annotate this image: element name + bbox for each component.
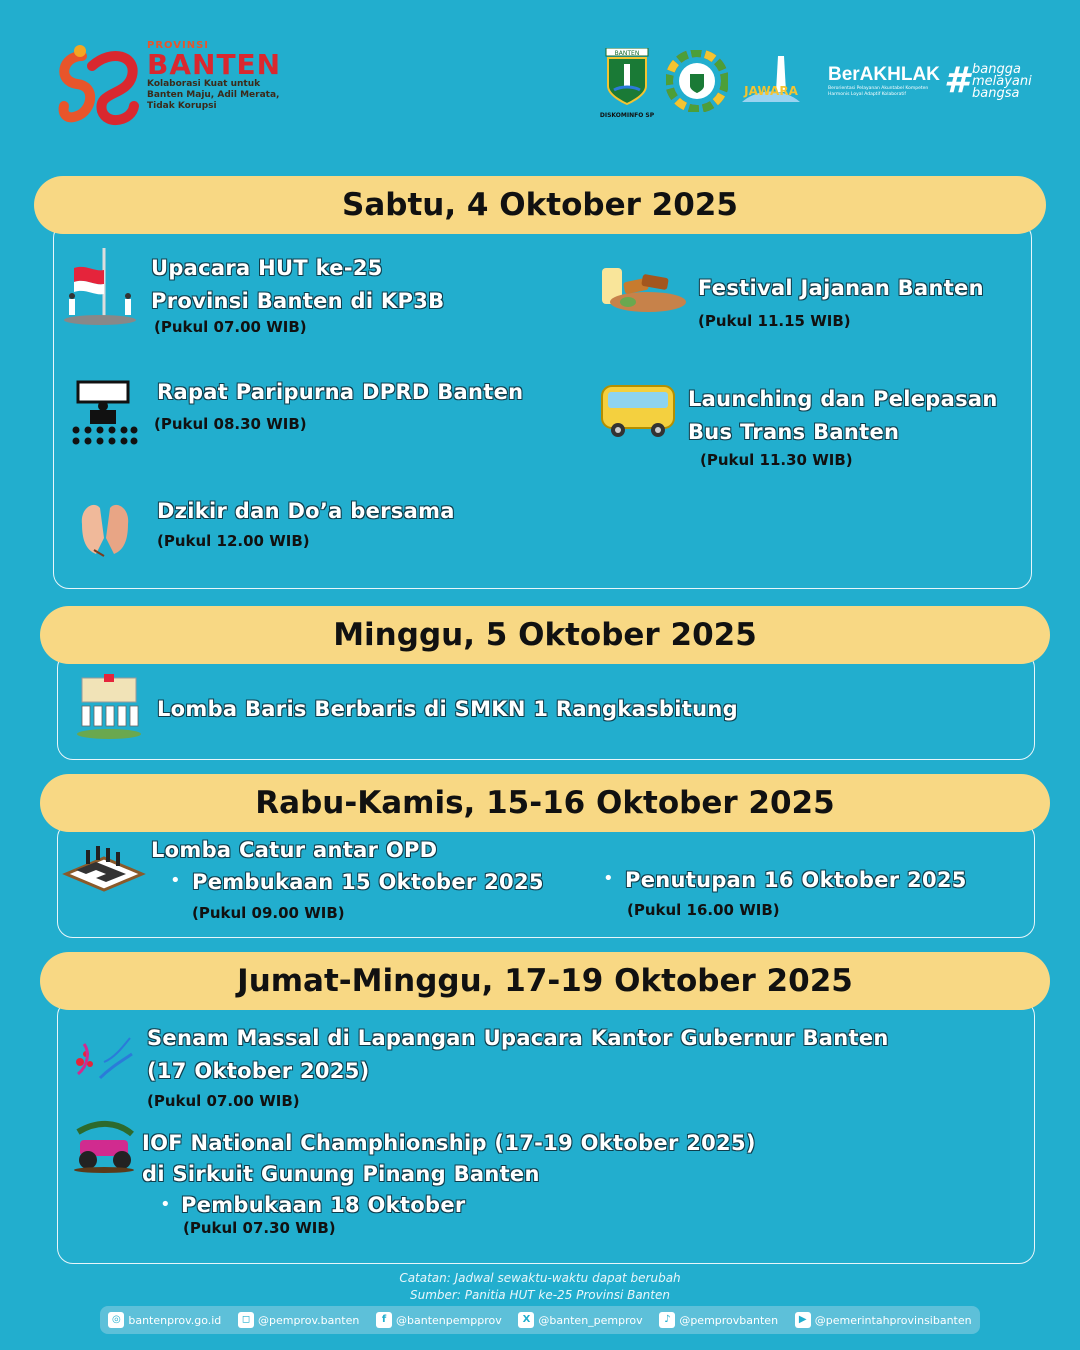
praying-hands-icon [74,494,136,560]
event-upacara-time: (Pukul 07.00 WIB) [154,318,307,336]
event-senam-time: (Pukul 07.00 WIB) [147,1092,300,1110]
jawara-text: JAWARA [744,84,798,98]
social-bar [100,1306,980,1334]
youtube-icon: ▶ [795,1312,811,1328]
tiktok-icon: ♪ [659,1312,675,1328]
social-facebook-label: @bantenpempprov [396,1313,502,1327]
event-catur-penutupan: Penutupan 16 Oktober 2025 [625,868,967,892]
date-pill-2: Minggu, 5 Oktober 2025 [40,606,1050,664]
event-catur-penutupan-time: (Pukul 16.00 WIB) [627,901,780,919]
banten-emblem-icon [596,48,658,106]
event-bus-time: (Pukul 11.30 WIB) [700,451,853,469]
social-facebook[interactable] [376,1312,502,1328]
hut-25-logo [52,36,142,131]
event-upacara-title-2: Provinsi Banten di KP3B [151,289,445,313]
social-youtube-label: @pemerintahprovinsibanten [814,1313,972,1327]
footer-note: Catatan: Jadwal sewaktu-waktu dapat berubah [399,1271,681,1285]
diskominfo-logo [596,48,658,119]
event-upacara-title-1: Upacara HUT ke-25 [151,256,383,280]
globe-icon: ◎ [108,1312,124,1328]
social-website[interactable] [108,1312,221,1328]
social-youtube[interactable] [795,1312,972,1328]
event-iof-title-1: IOF National Champhionship (17-19 Oktober 2025) [142,1131,756,1155]
event-lomba-baris-title: Lomba Baris Berbaris di SMKN 1 Rangkasbitung [157,697,738,721]
berakhlak-sub: Berorientasi Pelayanan Akuntabel Kompeten Harmonis Loyal Adaptif Kolaboratif [828,86,929,97]
social-tiktok-label: @pemprovbanten [679,1313,779,1327]
jawara-logo [738,52,804,110]
event-festival-title: Festival Jajanan Banten [698,276,984,300]
social-tiktok[interactable] [659,1312,778,1328]
meeting-icon [68,378,138,450]
event-catur-pembukaan: Pembukaan 15 Oktober 2025 [192,870,544,894]
diskominfo-label: DISKOMINFO SP [599,112,655,119]
event-iof-time: (Pukul 07.30 WIB) [183,1219,336,1237]
event-rapat-time: (Pukul 08.30 WIB) [154,415,307,433]
bullet-icon: • [603,868,614,889]
hash-icon: # [944,60,970,101]
event-dzikir-time: (Pukul 12.00 WIB) [157,532,310,550]
event-festival-time: (Pukul 11.15 WIB) [698,312,851,330]
social-x[interactable] [518,1312,642,1328]
event-catur-pembukaan-time: (Pukul 09.00 WIB) [192,904,345,922]
chess-board-icon [62,840,146,894]
footer-source: Sumber: Panitia HUT ke-25 Provinsi Banten [410,1288,670,1302]
social-website-label: bantenprov.go.id [128,1313,222,1327]
date-pill-1: Sabtu, 4 Oktober 2025 [34,176,1046,234]
flag-ceremony-icon [60,244,140,328]
facebook-icon: f [376,1312,392,1328]
sdg-wheel-icon [666,50,728,112]
event-bus-title-2: Bus Trans Banten [688,420,900,444]
berakhlak-label: BerAKHLAK [828,64,940,85]
logo-name: BANTEN [147,48,282,81]
event-senam-title-1: Senam Massal di Lapangan Upacara Kantor Gubernur Banten [147,1026,889,1050]
berakhlak-logo [828,64,940,98]
event-bus-title-1: Launching dan Pelepasan [688,387,998,411]
social-instagram[interactable] [238,1312,359,1328]
gymnastics-ribbon-icon [70,1032,136,1084]
event-senam-title-2: (17 Oktober 2025) [147,1059,370,1083]
marching-icon [74,674,144,742]
event-catur-title: Lomba Catur antar OPD [151,838,438,862]
logo-tagline: Kolaborasi Kuat untuk Banten Maju, Adil Merata, Tidak Korupsi [147,79,280,111]
event-iof-title-2: di Sirkuit Gunung Pinang Banten [142,1162,540,1186]
social-x-label: @banten_pemprov [538,1313,643,1327]
bangga-text: bangga melayani bangsa [972,62,1032,101]
x-icon: X [518,1312,534,1328]
event-dzikir-title: Dzikir dan Do’a bersama [157,499,455,523]
social-instagram-label: @pemprov.banten [257,1313,360,1327]
bus-icon [598,380,678,442]
date-pill-3: Rabu-Kamis, 15-16 Oktober 2025 [40,774,1050,832]
instagram-icon: ◻ [238,1312,254,1328]
bullet-icon: • [160,1194,171,1215]
date-pill-4: Jumat-Minggu, 17-19 Oktober 2025 [40,952,1050,1010]
event-iof-pembukaan: Pembukaan 18 Oktober [181,1193,466,1217]
food-icon [598,258,688,318]
bullet-icon: • [170,870,181,891]
offroad-car-icon [68,1118,140,1174]
event-rapat-title: Rapat Paripurna DPRD Banten [157,380,524,404]
logo-text [147,40,287,112]
diskominfo-top-text: BANTEN [614,50,640,57]
logo-prov: PROVINSI [147,40,210,51]
